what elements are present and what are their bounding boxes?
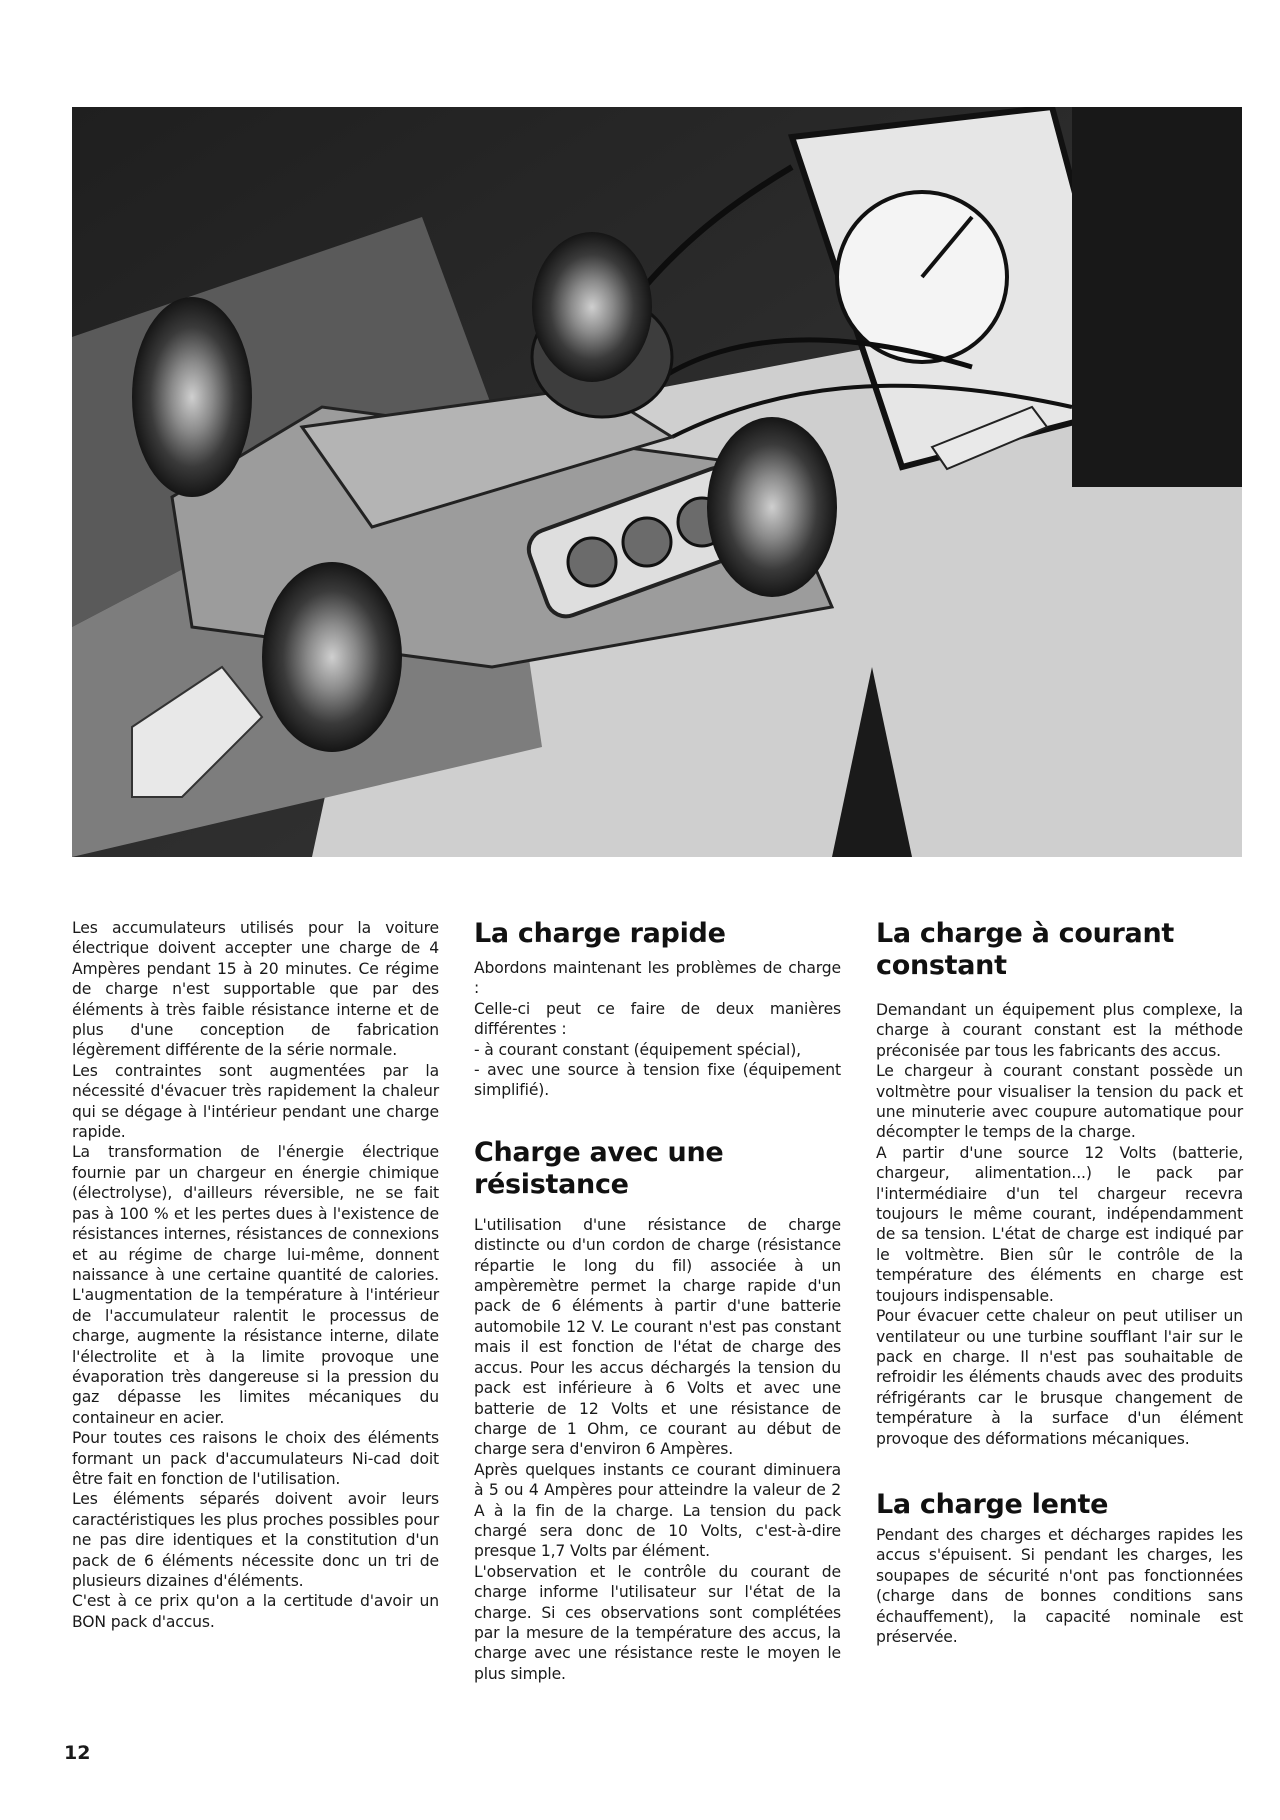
body-paragraph: Pour évacuer cette chaleur on peut utiliser un ventilateur ou une turbine soufflant l'air sur le pack en charge. Il n'est pas souhaitable de refroidir les éléments chauds avec des produits réfrigérants car le brusque changement de température à la surface d'un élément provoque des déformations mécaniques. <box>876 1307 1243 1448</box>
body-paragraph: L'utilisation d'une résistance de charge distincte ou d'un cordon de charge (résistance répartie le long du fil) associée à un ampèremètre permet la charge rapide d'un pack de 6 éléments à partir d'une batterie automobile 12 V. Le courant n'est pas constant mais il est fonction de l'état de charge des accus. Pour les accus déchargés la tension du pack est inférieure à 6 Volts et avec une batterie de 12 Volts et une résistance de charge de 1 Ohm, ce courant au début de charge sera d'environ 6 Ampères. <box>474 1215 841 1459</box>
body-paragraph: C'est à ce prix qu'on a la certitude d'avoir un BON pack d'accus. <box>72 1592 439 1631</box>
rc-car-photo <box>72 107 1242 857</box>
section-heading-charge-resistance: Charge avec une résistance <box>474 1136 724 1200</box>
body-paragraph: Les éléments séparés doivent avoir leurs caractéristiques les plus proches possibles pour ne pas dire identiques et la constitution d'un pack de 6 éléments nécessite donc un tri de plusieurs dizaines d'éléments. <box>72 1490 439 1590</box>
body-paragraph: Celle-ci peut ce faire de deux manières différentes : <box>474 999 841 1039</box>
body-paragraph: - à courant constant (équipement spécial), <box>474 1040 801 1059</box>
body-paragraph: - avec une source à tension fixe (équipement simplifié). <box>474 1061 841 1100</box>
section-heading-courant-constant: La charge à courant constant <box>876 918 1174 981</box>
body-paragraph: Le chargeur à courant constant possède un voltmètre pour visualiser la tension du pack et une minuterie avec coupure automatique pour décompter le temps de la charge. <box>876 1062 1243 1142</box>
body-paragraph: Demandant un équipement plus complexe, la charge à courant constant est la méthode préconisée par tous les fabricants des accus. <box>876 1001 1243 1060</box>
column-1 <box>72 918 439 1632</box>
section-heading-charge-rapide: La charge rapide <box>474 918 726 949</box>
body-paragraph: L'observation et le contrôle du courant de charge informe l'utilisateur sur l'état de la charge. Si ces observations sont complétées par la mesure de la température des accus, la charge avec une résistance reste le moyen le plus simple. <box>474 1562 841 1683</box>
body-paragraph: Après quelques instants ce courant diminuera à 5 ou 4 Ampères pour atteindre la valeur de 2 A à la fin de la charge. La tension du pack chargé sera donc de 10 Volts, c'est-à-dire presque 1,7 Volts par élément. <box>474 1460 841 1561</box>
column-2 <box>474 918 841 1684</box>
page-number: 12 <box>64 1742 91 1764</box>
body-paragraph: Abordons maintenant les problèmes de charge : <box>474 959 841 998</box>
body-paragraph: Pendant des charges et décharges rapides les accus s'épuisent. Si pendant les charges, les soupapes de sécurité n'ont pas fonctionnées (charge dans de bonnes conditions sans échauffement), la capacité nominale est préservée. <box>876 1525 1243 1646</box>
body-paragraph: A partir d'une source 12 Volts (batterie, chargeur, alimentation...) le pack par l'intermédiaire d'un tel chargeur recevra toujours le même courant, indépendamment de sa tension. L'état de charge est indiqué par le voltmètre. Bien sûr le contrôle de la température des éléments en charge est toujours indispensable. <box>876 1143 1243 1305</box>
section-heading-charge-lente: La charge lente <box>876 1488 1109 1520</box>
column-3 <box>876 918 1243 1647</box>
body-paragraph: Les accumulateurs utilisés pour la voiture électrique doivent accepter une charge de 4 Ampères pendant 15 à 20 minutes. Ce régime de charge n'est supportable que par des éléments à très faible résistance interne et de plus d'une conception de fabrication légèrement différente de la série normale. <box>72 919 439 1060</box>
body-paragraph: La transformation de l'énergie électrique fournie par un chargeur en énergie chimique (électrolyse), d'ailleurs réversible, ne se fait pas à 100 % et les pertes dues à l'existence de résistances internes, résistances de connexions et au régime de charge lui-même, donnent naissance à une certaine quantité de calories. L'augmentation de la température à l'intérieur de l'accumulateur ralentit le processus de charge, augmente la résistance interne, dilate l'électrolite et à la limite provoque une évaporation très dangereuse si la pression du gaz dépasse les limites mécaniques du containeur en acier. <box>72 1143 439 1427</box>
body-paragraph: Pour toutes ces raisons le choix des éléments formant un pack d'accumulateurs Ni-cad doit être fait en fonction de l'utilisation. <box>72 1429 439 1488</box>
body-paragraph: Les contraintes sont augmentées par la nécessité d'évacuer très rapidement la chaleur qui se dégage à l'intérieur pendant une charge rapide. <box>72 1061 439 1142</box>
photo-illustration <box>72 107 1242 857</box>
